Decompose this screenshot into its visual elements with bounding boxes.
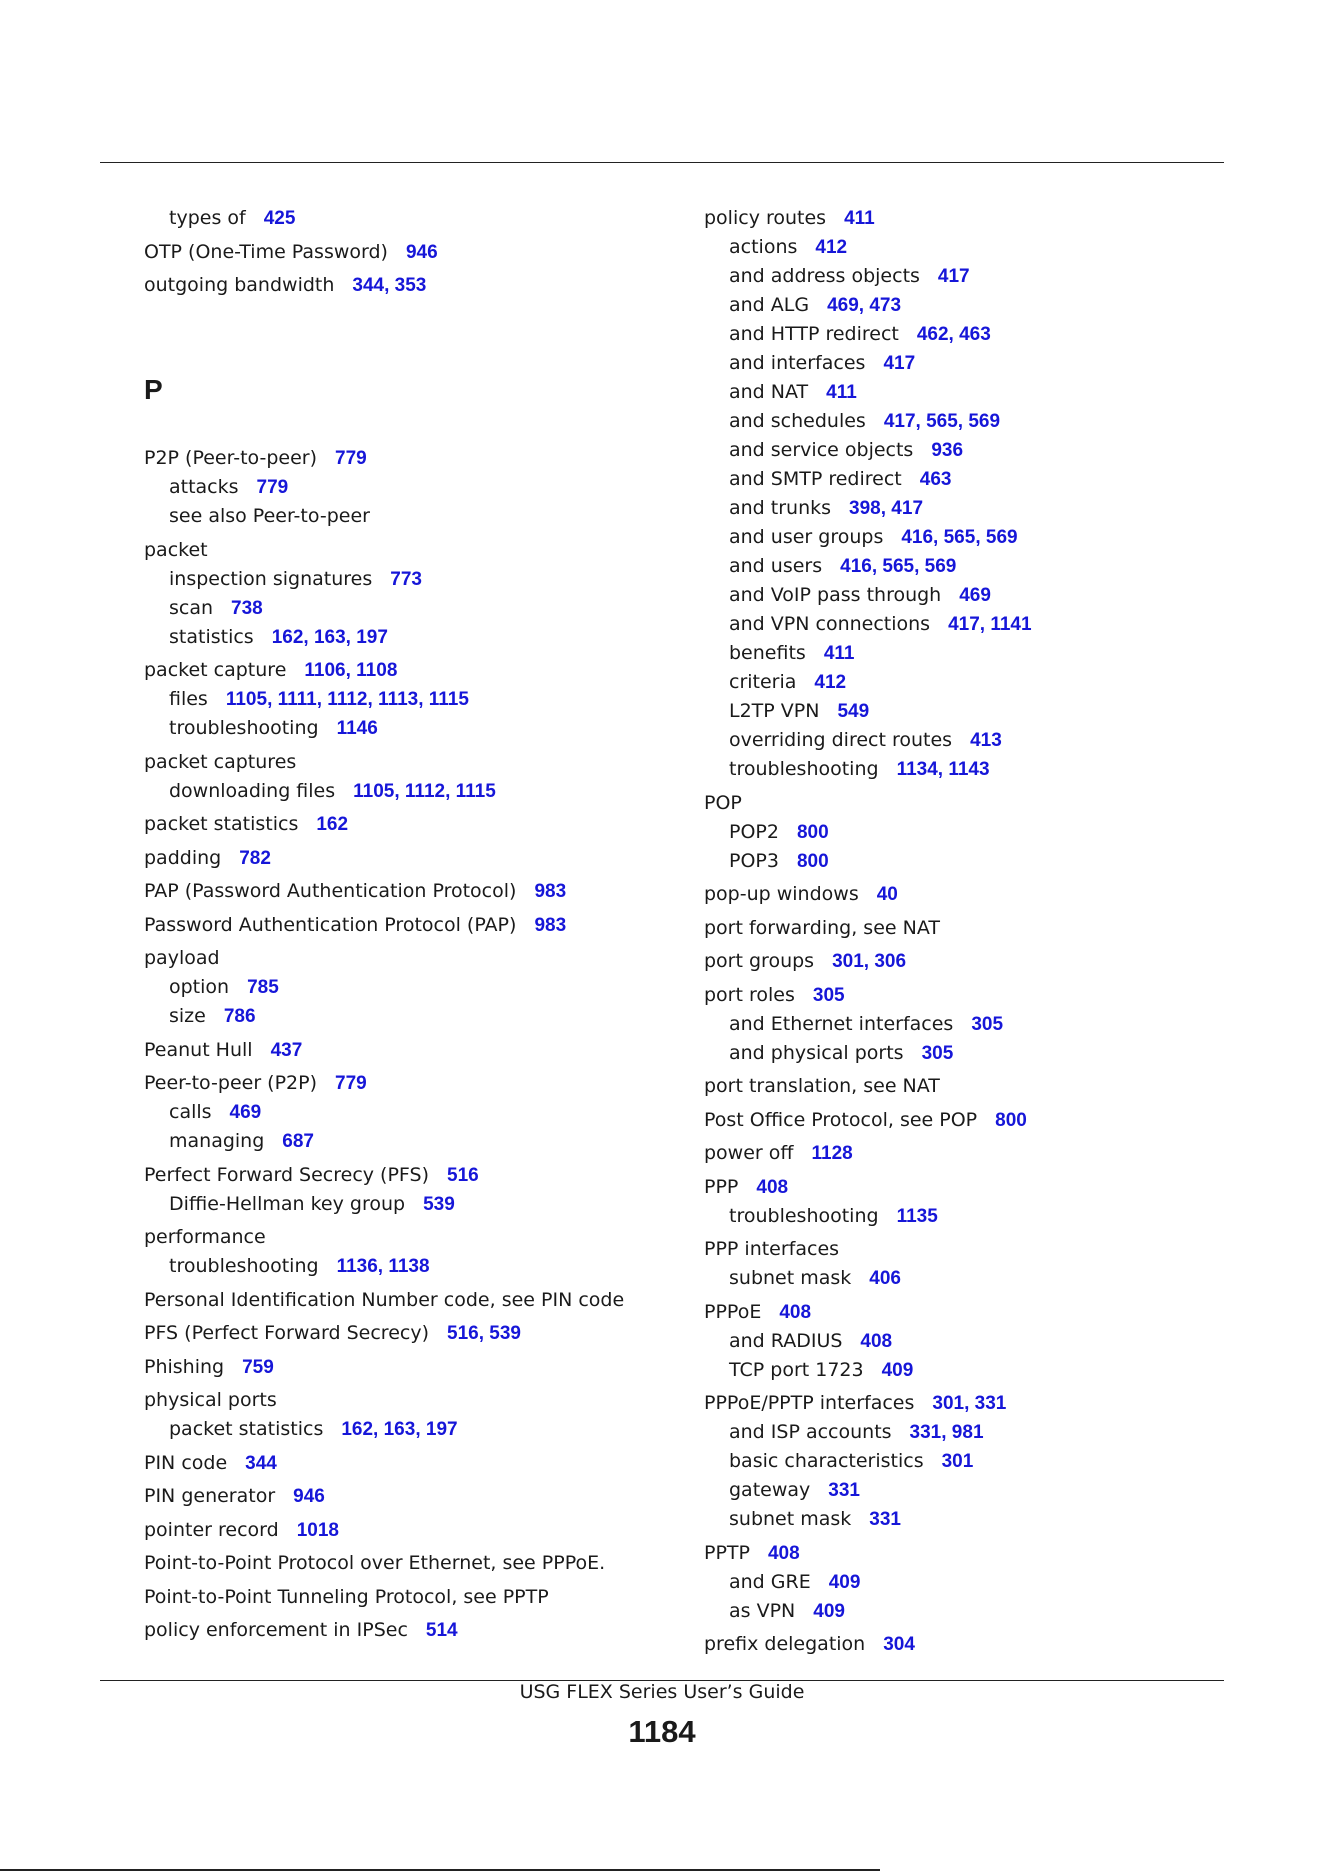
index-entry xyxy=(144,911,664,940)
page-reference-link[interactable]: 687 xyxy=(282,1131,314,1152)
index-entry xyxy=(704,1235,1224,1264)
index-term: Post Office Protocol, see POP xyxy=(704,1108,978,1131)
index-subentry xyxy=(144,1190,664,1219)
index-term: size xyxy=(169,1005,206,1027)
index-term: troubleshooting xyxy=(169,717,319,739)
index-entry xyxy=(704,880,1224,909)
page-reference-link[interactable]: 411 xyxy=(844,208,875,229)
index-subentry xyxy=(704,1568,1224,1597)
index-term: and RADIUS xyxy=(729,1329,843,1352)
index-subentry xyxy=(704,1476,1224,1505)
index-term: pointer record xyxy=(144,1518,279,1541)
index-term: scan xyxy=(169,596,214,619)
index-term: policy routes xyxy=(704,207,827,229)
index-entry xyxy=(144,1386,664,1415)
index-entry xyxy=(144,1353,664,1382)
index-term: Point-to-Point Protocol over Ethernet, see PPPoE. xyxy=(144,1552,606,1574)
index-term: statistics xyxy=(169,625,254,648)
index-entry xyxy=(144,536,664,565)
index-term: criteria xyxy=(729,671,797,693)
footer-title: USG FLEX Series User’s Guide xyxy=(519,1681,805,1703)
index-term: and GRE xyxy=(729,1570,811,1593)
index-term: Password Authentication Protocol (PAP) xyxy=(144,913,517,936)
page-reference-link[interactable]: 162 xyxy=(316,814,349,835)
index-term: and schedules xyxy=(729,410,866,432)
page-reference-link[interactable]: 946 xyxy=(293,1486,325,1507)
page-reference-link[interactable]: 782 xyxy=(239,847,271,869)
index-entry xyxy=(704,914,1224,943)
index-term: POP xyxy=(704,791,742,814)
index-entry xyxy=(144,444,664,473)
page-reference-link[interactable]: 417 xyxy=(883,353,916,374)
page-reference-link[interactable]: 417 xyxy=(937,266,970,287)
page-reference-link[interactable]: 779 xyxy=(335,1073,367,1094)
index-term: packet capture xyxy=(144,659,287,681)
index-term: PIN generator xyxy=(144,1485,276,1507)
index-term: and interfaces xyxy=(729,352,866,374)
page-reference-link[interactable]: 1105, 1111, 1112, 1113, 1115 xyxy=(225,689,469,710)
index-term: calls xyxy=(169,1101,212,1123)
page-reference-link[interactable]: 331 xyxy=(828,1480,860,1501)
section-letter: P xyxy=(144,374,163,405)
index-term: packet statistics xyxy=(144,813,299,835)
page-reference-link[interactable]: 462, 463 xyxy=(916,324,991,345)
index-term: power off xyxy=(704,1142,794,1164)
index-entry xyxy=(704,1630,1224,1659)
index-term: subnet mask xyxy=(729,1508,852,1530)
page-reference-link[interactable]: 946 xyxy=(405,241,438,263)
index-subentry xyxy=(704,1039,1224,1068)
index-subentry xyxy=(704,726,1224,755)
index-subentry xyxy=(704,407,1224,436)
page-reference-link[interactable]: 469 xyxy=(229,1102,262,1123)
index-entry xyxy=(144,1516,664,1545)
index-subentry xyxy=(704,552,1224,581)
index-subentry xyxy=(704,1505,1224,1534)
index-entry xyxy=(704,981,1224,1010)
index-term: troubleshooting xyxy=(729,758,879,780)
page-reference-link[interactable]: 344 xyxy=(245,1452,277,1474)
index-subentry xyxy=(704,494,1224,523)
index-entry xyxy=(144,271,664,300)
index-term: Point-to-Point Tunneling Protocol, see PPTP xyxy=(144,1585,549,1608)
page-reference-link[interactable]: 301, 306 xyxy=(832,951,907,972)
index-subentry xyxy=(704,755,1224,784)
index-subentry xyxy=(704,436,1224,465)
index-term: actions xyxy=(729,236,798,258)
index-term: PPP xyxy=(704,1175,739,1198)
page-reference-link[interactable]: 1135 xyxy=(896,1205,938,1227)
index-subentry xyxy=(144,623,664,652)
page-reference-link[interactable]: 785 xyxy=(247,977,279,998)
page-reference-link[interactable]: 773 xyxy=(390,568,422,590)
page-reference-link[interactable]: 800 xyxy=(796,850,829,872)
index-term: and VPN connections xyxy=(729,613,931,635)
page-reference-link[interactable]: 344, 353 xyxy=(352,275,427,296)
index-subentry xyxy=(144,1252,664,1281)
page-reference-link[interactable]: 800 xyxy=(796,821,829,843)
index-term: files xyxy=(169,688,208,710)
index-term: see also Peer-to-peer xyxy=(169,505,370,527)
page-reference-link[interactable]: 1106, 1108 xyxy=(304,660,398,681)
index-entry xyxy=(704,1389,1224,1418)
index-term: PAP (Password Authentication Protocol) xyxy=(144,880,517,902)
index-entry xyxy=(144,944,664,973)
index-entry xyxy=(144,238,664,267)
index-term: and VoIP pass through xyxy=(729,584,942,606)
page-reference-link[interactable]: 800 xyxy=(995,1109,1027,1131)
index-entry xyxy=(144,1161,664,1190)
index-term: Personal Identification Number code, see PIN code xyxy=(144,1288,625,1311)
index-entry xyxy=(704,1298,1224,1327)
index-subentry xyxy=(144,714,664,743)
index-subentry xyxy=(704,639,1224,668)
index-entry xyxy=(144,748,664,777)
index-term: physical ports xyxy=(144,1389,277,1411)
index-term: PIN code xyxy=(144,1451,228,1474)
page-reference-link[interactable]: 1146 xyxy=(336,718,378,739)
index-subentry xyxy=(704,233,1224,262)
index-entry xyxy=(144,1319,664,1348)
index-term: and NAT xyxy=(729,381,809,403)
index-term: and physical ports xyxy=(729,1041,904,1064)
page-reference-link[interactable]: 437 xyxy=(270,1039,303,1061)
page-reference-link[interactable]: 539 xyxy=(423,1193,455,1215)
index-subentry xyxy=(144,473,664,502)
index-term: subnet mask xyxy=(729,1267,852,1289)
index-term: and ALG xyxy=(729,294,810,316)
index-subentry xyxy=(704,1202,1224,1231)
page-reference-link[interactable]: 779 xyxy=(256,477,289,498)
index-term: downloading files xyxy=(169,779,336,802)
index-term: performance xyxy=(144,1226,266,1248)
page-reference-link[interactable]: 463 xyxy=(919,469,952,490)
index-term: pop-up windows xyxy=(704,883,859,905)
index-entry xyxy=(144,1036,664,1065)
page-reference-link[interactable]: 759 xyxy=(242,1356,274,1378)
index-entry xyxy=(704,947,1224,976)
index-subentry xyxy=(144,1127,664,1156)
page-reference-link[interactable]: 40 xyxy=(876,884,898,905)
index-subentry xyxy=(704,1264,1224,1293)
index-term: Perfect Forward Secrecy (PFS) xyxy=(144,1163,429,1186)
index-term: payload xyxy=(144,947,220,969)
index-entry xyxy=(704,1173,1224,1202)
index-term: Peanut Hull xyxy=(144,1038,253,1061)
page-reference-link[interactable]: 331 xyxy=(869,1509,901,1530)
index-subentry xyxy=(144,685,664,714)
page-reference-link[interactable]: 1105, 1112, 1115 xyxy=(353,780,496,802)
index-entry xyxy=(144,1549,664,1578)
index-term: OTP (One-Time Password) xyxy=(144,240,388,263)
index-term: troubleshooting xyxy=(729,1204,879,1227)
index-subentry xyxy=(144,594,664,623)
index-entry xyxy=(144,1449,664,1478)
page-reference-link[interactable]: 406 xyxy=(869,1268,901,1289)
index-subentry xyxy=(144,1415,664,1444)
page-reference-link[interactable]: 1136, 1138 xyxy=(336,1256,430,1277)
index-column-right xyxy=(704,204,1224,1659)
index-entry xyxy=(704,789,1224,818)
page-reference-link[interactable]: 162, 163, 197 xyxy=(271,626,388,648)
index-term: port translation, see NAT xyxy=(704,1075,940,1097)
header-rule xyxy=(100,162,1224,163)
index-term: padding xyxy=(144,846,222,869)
index-entry xyxy=(144,810,664,839)
index-entry xyxy=(144,1583,664,1612)
page-reference-link[interactable]: 1134, 1143 xyxy=(896,759,990,780)
index-term: and user groups xyxy=(729,526,884,548)
index-term: and address objects xyxy=(729,265,920,287)
index-entry xyxy=(704,1106,1224,1135)
index-term: Phishing xyxy=(144,1355,225,1378)
index-subentry xyxy=(704,818,1224,847)
page-reference-link[interactable]: 983 xyxy=(534,914,567,936)
index-subentry xyxy=(704,262,1224,291)
index-term: PPPoE xyxy=(704,1300,762,1323)
index-term: TCP port 1723 xyxy=(729,1358,864,1381)
index-term: port groups xyxy=(704,950,815,972)
page-reference-link[interactable]: 469, 473 xyxy=(827,295,902,316)
index-subentry xyxy=(144,973,664,1002)
page-reference-link[interactable]: 779 xyxy=(335,448,367,469)
index-term: packet statistics xyxy=(169,1418,324,1440)
index-subentry xyxy=(704,378,1224,407)
index-entry xyxy=(144,1482,664,1511)
index-entry xyxy=(704,204,1224,233)
index-term: packet captures xyxy=(144,750,297,773)
index-term: basic characteristics xyxy=(729,1450,924,1472)
index-term: overriding direct routes xyxy=(729,729,953,751)
index-term: P2P (Peer-to-peer) xyxy=(144,447,318,469)
index-column-left xyxy=(144,204,664,1645)
index-subentry xyxy=(144,565,664,594)
index-subentry xyxy=(704,610,1224,639)
index-subentry xyxy=(704,668,1224,697)
index-term: POP2 xyxy=(729,820,779,843)
page-reference-link[interactable]: 305 xyxy=(971,1013,1004,1035)
page-reference-link[interactable]: 305 xyxy=(921,1042,954,1064)
index-subentry xyxy=(704,1327,1224,1356)
page-reference-link[interactable]: 1128 xyxy=(811,1143,853,1164)
page-reference-link[interactable]: 398, 417 xyxy=(849,498,924,519)
index-subentry xyxy=(144,204,664,233)
index-entry xyxy=(144,877,664,906)
index-term: and service objects xyxy=(729,439,914,461)
index-term: PPTP xyxy=(704,1541,750,1564)
page-reference-link[interactable]: 416, 565, 569 xyxy=(901,527,1018,548)
index-term: port roles xyxy=(704,983,795,1006)
index-term: L2TP VPN xyxy=(729,700,820,722)
index-term: policy enforcement in IPSec xyxy=(144,1619,408,1641)
section-p-entries xyxy=(144,444,664,1645)
page-reference-link[interactable]: 411 xyxy=(826,382,857,403)
index-term: outgoing bandwidth xyxy=(144,274,335,296)
index-term: types of xyxy=(169,207,246,229)
index-term: port forwarding, see NAT xyxy=(704,916,940,939)
page-reference-link[interactable]: 983 xyxy=(534,881,567,902)
index-term: and trunks xyxy=(729,497,832,519)
index-entry xyxy=(144,656,664,685)
bottom-edge-line xyxy=(0,1869,880,1871)
page-reference-link[interactable]: 514 xyxy=(425,1620,458,1641)
page-reference-link[interactable]: 162, 163, 197 xyxy=(341,1419,458,1440)
page-reference-link[interactable]: 936 xyxy=(931,440,964,461)
index-subentry xyxy=(704,1418,1224,1447)
index-term: gateway xyxy=(729,1479,811,1501)
page-reference-link[interactable]: 301, 331 xyxy=(932,1393,1007,1414)
page-reference-link[interactable]: 408 xyxy=(779,1301,812,1323)
index-entry xyxy=(704,1072,1224,1101)
index-term: prefix delegation xyxy=(704,1633,866,1655)
continued-entries xyxy=(144,204,664,300)
index-term: packet xyxy=(144,538,208,561)
page-reference-link[interactable]: 408 xyxy=(756,1176,789,1198)
index-term: and ISP accounts xyxy=(729,1421,892,1443)
index-subentry xyxy=(704,697,1224,726)
index-subentry xyxy=(704,1010,1224,1039)
index-term: PPPoE/PPTP interfaces xyxy=(704,1392,915,1414)
index-entry xyxy=(144,1616,664,1645)
index-subentry xyxy=(144,502,664,531)
index-term: and SMTP redirect xyxy=(729,468,902,490)
section-p-entries-continued xyxy=(704,204,1224,1659)
page-reference-link[interactable]: 417, 1141 xyxy=(948,614,1032,635)
page-reference-link[interactable]: 413 xyxy=(970,730,1002,751)
index-subentry xyxy=(704,1356,1224,1385)
index-subentry xyxy=(704,320,1224,349)
page-reference-link[interactable]: 516, 539 xyxy=(447,1323,521,1344)
index-term: option xyxy=(169,976,230,998)
page-reference-link[interactable]: 516 xyxy=(447,1164,479,1186)
index-entry xyxy=(144,844,664,873)
page-reference-link[interactable]: 469 xyxy=(959,585,991,606)
page-reference-link[interactable]: 301 xyxy=(941,1451,974,1472)
index-term: benefits xyxy=(729,642,806,664)
page-reference-link[interactable]: 412 xyxy=(814,672,847,693)
page-reference-link[interactable]: 408 xyxy=(767,1542,800,1564)
page-reference-link[interactable]: 304 xyxy=(883,1634,915,1655)
index-term: PPP interfaces xyxy=(704,1238,840,1260)
index-subentry xyxy=(144,1098,664,1127)
page-reference-link[interactable]: 417, 565, 569 xyxy=(883,411,1001,432)
index-term: and HTTP redirect xyxy=(729,323,899,345)
index-entry xyxy=(144,1286,664,1315)
page-reference-link[interactable]: 331, 981 xyxy=(909,1422,984,1443)
index-subentry xyxy=(704,581,1224,610)
page-reference-link[interactable]: 1018 xyxy=(296,1519,339,1541)
page-reference-link[interactable]: 412 xyxy=(815,237,848,258)
page-reference-link[interactable]: 305 xyxy=(812,984,845,1006)
page-reference-link[interactable]: 786 xyxy=(223,1006,256,1027)
index-subentry xyxy=(704,291,1224,320)
page-reference-link[interactable]: 549 xyxy=(837,701,870,722)
index-term: and users xyxy=(729,555,823,577)
index-term: PFS (Perfect Forward Secrecy) xyxy=(144,1322,429,1344)
page-reference-link[interactable]: 738 xyxy=(231,597,263,619)
page-reference-link[interactable]: 411 xyxy=(823,643,855,664)
page-reference-link[interactable]: 409 xyxy=(813,1600,845,1622)
page-reference-link[interactable]: 408 xyxy=(860,1330,893,1352)
index-subentry xyxy=(704,847,1224,876)
index-entry xyxy=(144,1069,664,1098)
index-subentry xyxy=(704,1447,1224,1476)
index-term: troubleshooting xyxy=(169,1255,319,1277)
index-term: and Ethernet interfaces xyxy=(729,1012,954,1035)
page-reference-link[interactable]: 409 xyxy=(881,1359,914,1381)
index-subentry xyxy=(704,349,1224,378)
page-reference-link[interactable]: 409 xyxy=(828,1571,861,1593)
index-term: inspection signatures xyxy=(169,567,373,590)
index-term: managing xyxy=(169,1130,265,1152)
index-term: POP3 xyxy=(729,849,779,872)
index-subentry xyxy=(144,1002,664,1031)
index-term: Diffie-Hellman key group xyxy=(169,1192,406,1215)
index-entry xyxy=(704,1539,1224,1568)
index-subentry xyxy=(704,523,1224,552)
page-reference-link[interactable]: 425 xyxy=(263,208,296,229)
index-subentry xyxy=(704,465,1224,494)
index-subentry xyxy=(704,1597,1224,1626)
index-subentry xyxy=(144,777,664,806)
index-term: Peer-to-peer (P2P) xyxy=(144,1072,318,1094)
page-number: 1184 xyxy=(628,1714,696,1749)
index-entry xyxy=(144,1223,664,1252)
page-reference-link[interactable]: 416, 565, 569 xyxy=(840,556,957,577)
index-term: attacks xyxy=(169,476,239,498)
index-entry xyxy=(704,1139,1224,1168)
index-term: as VPN xyxy=(729,1599,796,1622)
